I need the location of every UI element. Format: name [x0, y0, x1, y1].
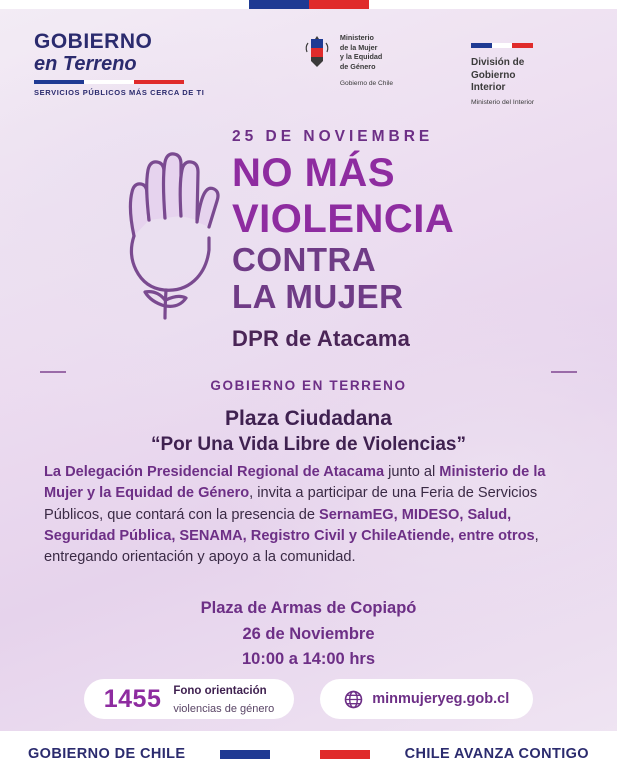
hand-flower-icon — [104, 140, 234, 330]
headline-line-1: NO MÁS — [232, 151, 395, 195]
description-part-1: La Delegación Presidencial Regional de Atacama — [44, 464, 385, 480]
footer-left-label: GOBIERNO DE CHILE — [28, 746, 186, 762]
rule-red — [134, 80, 184, 84]
ministerio-line-2: de la Mujer — [339, 42, 378, 52]
website-url: minmujeryeg.gob.cl — [372, 691, 510, 707]
chile-coat-of-arms-icon — [302, 33, 332, 77]
flag-red-segment — [309, 0, 369, 9]
headline-line-3: CONTRA — [232, 240, 377, 278]
rule-blue — [34, 80, 84, 84]
event-place: Plaza de Armas de Copiapó — [200, 599, 417, 617]
flag-white-segment-right — [369, 0, 617, 9]
logo-flag-rule — [34, 80, 184, 84]
headline-block — [232, 128, 587, 352]
divider-dash-left — [40, 371, 66, 373]
headline-line-4: LA MUJER — [232, 278, 404, 316]
footer-right-label: CHILE AVANZA CONTIGO — [404, 746, 589, 762]
divider-gap — [78, 372, 539, 373]
top-flag-bar — [0, 0, 617, 9]
globe-icon — [344, 690, 363, 709]
rule-blue — [471, 43, 492, 48]
footer-bar — [0, 731, 617, 777]
phone-pill[interactable] — [84, 679, 295, 719]
phone-label-line-2: violencias de género — [173, 703, 275, 715]
phone-number: 1455 — [103, 684, 162, 713]
event-details — [0, 596, 617, 673]
description-paragraph — [44, 462, 573, 568]
headline-kicker: 25 DE NOVIEMBRE — [232, 128, 434, 145]
division-flag-rule — [471, 43, 533, 48]
description-part-6: , entregando orientación y apoyo a la comunidad. — [44, 527, 539, 566]
footer-flag-bar — [220, 750, 370, 759]
header — [0, 9, 617, 106]
headline-subtitle: DPR de Atacama — [232, 326, 411, 352]
ministerio-line-1: Ministerio — [339, 33, 374, 42]
rule-white — [270, 750, 320, 759]
logo-word-en: en — [34, 53, 58, 75]
divider-dash-right — [551, 371, 577, 373]
activity-name: Plaza Ciudadana — [225, 407, 392, 430]
rule-blue — [220, 750, 270, 759]
contact-strip — [0, 679, 617, 719]
logo-line-gobierno: GOBIERNO — [34, 30, 153, 53]
logo-tagline: SERVICIOS PÚBLICOS MÁS CERCA DE TI — [34, 88, 205, 97]
program-name: GOBIERNO EN TERRENO — [210, 378, 407, 393]
description-part-4: , invita a participar de una Feria de Servicios Públicos, que contará con la presencia de — [44, 485, 538, 523]
headline-line-2: VIOLENCIA — [232, 197, 455, 242]
activity-slogan: “Por Una Vida Libre de Violencias” — [150, 434, 466, 455]
logo-word-terreno: Terreno — [62, 53, 137, 75]
rule-red — [512, 43, 533, 48]
phone-label — [173, 681, 274, 718]
ministerio-sub: Gobierno de Chile — [339, 80, 394, 87]
event-date: 26 de Noviembre — [242, 624, 375, 643]
logo-line-en-terreno — [34, 53, 224, 75]
ministerio-text — [340, 33, 393, 89]
division-line-2: Gobierno — [471, 69, 516, 81]
division-gobierno-interior-logo — [471, 31, 591, 106]
website-pill[interactable] — [320, 679, 533, 719]
ministerio-logo — [302, 31, 393, 89]
rule-white — [492, 43, 513, 48]
flag-blue-segment — [249, 0, 309, 9]
description-part-3: Ministerio de la Mujer y la Equidad de Género — [44, 464, 546, 502]
ministerio-line-4: de Género — [339, 61, 376, 71]
section-divider — [40, 371, 577, 373]
flag-white-segment — [0, 0, 249, 9]
division-line-3: Interior — [471, 82, 506, 93]
program-block — [40, 378, 577, 456]
event-time: 10:00 a 14:00 hrs — [241, 650, 375, 669]
description-part-5: SernamEG, MIDESO, Salud, Seguridad Pública, SENAMA, Registro Civil y ChileAtiende, entre otros — [44, 506, 535, 544]
description-part-2: junto al — [384, 464, 440, 480]
gobierno-en-terreno-logo — [34, 31, 224, 97]
rule-white — [84, 80, 134, 84]
phone-label-line-1: Fono orientación — [173, 684, 267, 697]
rule-red — [320, 750, 370, 759]
division-sub: Ministerio del Interior — [471, 98, 535, 106]
division-line-1: División de — [471, 57, 525, 68]
ministerio-line-3: y la Equidad — [339, 52, 383, 61]
